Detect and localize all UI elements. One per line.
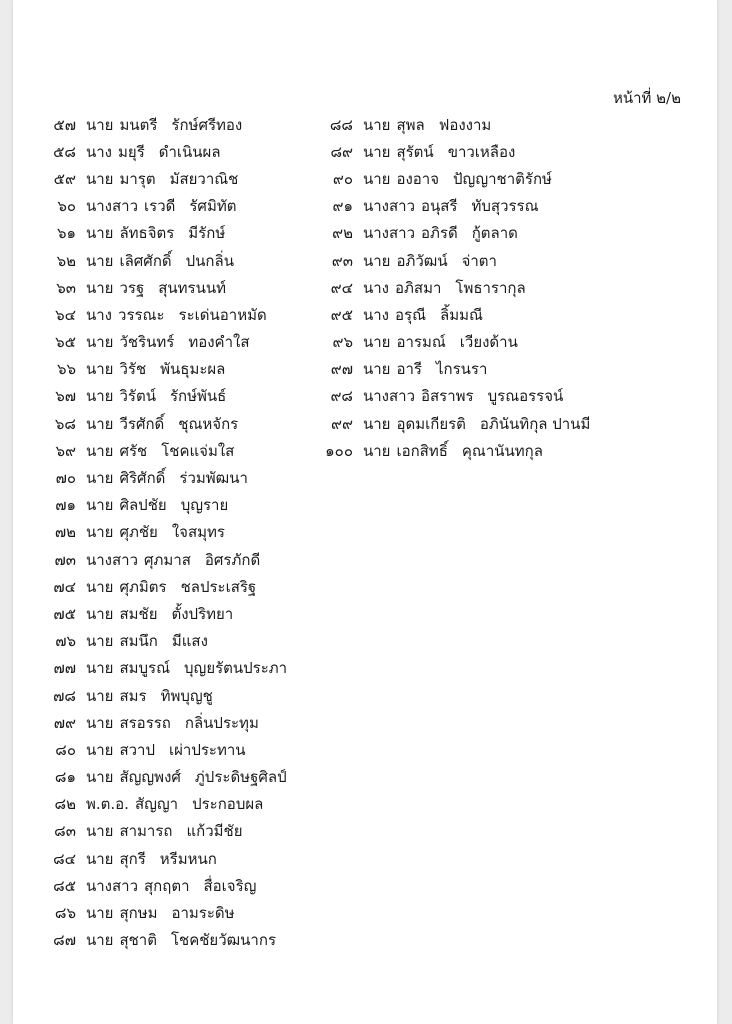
last-name: มีแสง	[171, 632, 208, 651]
last-name: ชุณหจักร	[178, 414, 239, 433]
entry-number: ๙๒	[332, 224, 353, 243]
name-title: นาย	[86, 822, 114, 841]
entry-number: ๙๓	[331, 251, 353, 270]
entry-number: ๗๕	[53, 604, 76, 623]
name-title: นาย	[86, 577, 114, 596]
first-name: วรรณะ	[118, 305, 165, 324]
list-item	[41, 818, 287, 845]
last-name: อภินันทิกุล ปานมี	[479, 414, 591, 433]
first-name: สมนึก	[119, 632, 158, 651]
name-title: นางสาว	[363, 197, 416, 216]
entry-number: ๗๑	[55, 496, 76, 515]
entry-number: ๗๗	[53, 659, 76, 678]
last-name: ดำเนินผล	[158, 142, 221, 161]
last-name: ปนกลิ่น	[185, 251, 234, 270]
last-name: ภู่ประดิษฐศิลป์	[194, 768, 287, 787]
first-name: อารี	[396, 360, 422, 379]
list-item	[41, 519, 287, 546]
entry-number: ๗๘	[53, 686, 76, 705]
list-item	[41, 111, 287, 138]
entry-number: ๙๕	[330, 305, 353, 324]
last-name: กู้ตลาด	[471, 224, 518, 243]
first-name: มนตรี	[119, 115, 158, 134]
list-item	[41, 573, 287, 600]
list-item	[318, 356, 590, 383]
list-item	[41, 709, 287, 736]
first-name: เอกสิทธิ์	[396, 441, 448, 460]
entry-number: ๖๔	[55, 305, 76, 324]
entry-number: ๘๔	[53, 849, 76, 868]
list-item	[318, 437, 590, 464]
last-name: ไกรนรา	[435, 360, 488, 379]
entry-number: ๖๐	[57, 197, 76, 216]
entry-number: ๑๐๐	[325, 441, 353, 460]
list-item	[41, 437, 287, 464]
last-name: บูรณอรรจน์	[487, 387, 564, 406]
last-name: สุนทรนนท์	[158, 278, 226, 297]
first-name: สวาป	[119, 740, 155, 759]
name-title: นาย	[86, 169, 114, 188]
last-name: บุญราย	[180, 496, 229, 515]
name-title: นาย	[86, 632, 114, 651]
first-name: สรอรรถ	[119, 713, 171, 732]
last-name: กลิ่นประทุม	[184, 713, 259, 732]
first-name: สมชัย	[119, 604, 158, 623]
list-item	[41, 845, 287, 872]
name-title: นาง	[363, 305, 390, 324]
first-name: วัชรินทร์	[119, 333, 175, 352]
list-item	[41, 193, 287, 220]
first-name: สมร	[119, 686, 147, 705]
first-name: สัญญพงศ์	[119, 768, 181, 787]
last-name: ฟองงาม	[438, 115, 492, 134]
first-name: สุรัตน์	[396, 142, 434, 161]
first-name: สัญญา	[134, 795, 179, 814]
first-name: สุกฤตา	[144, 876, 190, 895]
name-title: นาย	[86, 441, 114, 460]
entry-number: ๙๗	[330, 360, 353, 379]
list-item	[41, 247, 287, 274]
list-item	[318, 301, 590, 328]
name-title: นาย	[86, 523, 114, 542]
last-name: ระเด่นอาหมัด	[178, 305, 267, 324]
entry-number: ๖๙	[55, 441, 76, 460]
last-name: คุณานันทกุล	[461, 441, 543, 460]
list-item	[41, 274, 287, 301]
first-name: อภิรดี	[421, 224, 458, 243]
entry-number: ๘๕	[53, 876, 76, 895]
entry-number: ๖๓	[56, 278, 76, 297]
name-title: นาย	[86, 686, 114, 705]
list-item	[318, 220, 590, 247]
entry-number: ๗๙	[53, 713, 76, 732]
list-item	[41, 899, 287, 926]
name-title: นาง	[363, 278, 390, 297]
last-name: ประกอบผล	[192, 795, 264, 814]
name-title: นาย	[86, 224, 114, 243]
list-item	[318, 247, 590, 274]
list-item	[318, 329, 590, 356]
name-title: นาย	[86, 904, 114, 923]
first-name: อุดมเกียรติ	[396, 414, 466, 433]
list-item	[318, 193, 590, 220]
first-name: ศุภชัย	[119, 523, 158, 542]
name-title: นาย	[86, 768, 114, 787]
entry-number: ๕๗	[53, 115, 76, 134]
first-name: เลิศศักดิ์	[119, 251, 172, 270]
last-name: อามระดิษ	[171, 904, 235, 923]
entry-number: ๗๔	[53, 577, 76, 596]
entry-number: ๖๘	[54, 414, 76, 433]
last-name: โพธารากุล	[455, 278, 526, 297]
list-item	[41, 791, 287, 818]
list-item	[41, 655, 287, 682]
name-title: นาย	[363, 115, 391, 134]
first-name: อรุณี	[395, 305, 426, 324]
name-title: นาย	[86, 849, 114, 868]
name-title: นาย	[86, 278, 114, 297]
name-title: นาง	[86, 142, 113, 161]
entry-number: ๙๖	[332, 333, 353, 352]
first-name: สุกรี	[119, 849, 146, 868]
list-item	[41, 736, 287, 763]
name-title: นาย	[363, 142, 391, 161]
first-name: สุพล	[396, 115, 425, 134]
list-item	[41, 301, 287, 328]
last-name: สื่อเจริญ	[203, 876, 257, 895]
name-title: นาย	[86, 604, 114, 623]
list-item	[41, 492, 287, 519]
last-name: ตั้งปริทยา	[171, 604, 234, 623]
first-name: ศุภมิตร	[119, 577, 167, 596]
list-item	[41, 546, 287, 573]
list-item	[318, 111, 590, 138]
list-item	[41, 138, 287, 165]
first-name: มยุรี	[118, 142, 145, 161]
name-title: นาย	[86, 387, 114, 406]
last-name: มีรักษ์	[188, 224, 226, 243]
entry-number: ๗๓	[54, 550, 76, 569]
list-item	[41, 410, 287, 437]
entry-number: ๙๙	[331, 414, 353, 433]
list-item	[41, 682, 287, 709]
entry-number: ๖๕	[55, 333, 76, 352]
first-name: อภิสมา	[395, 278, 442, 297]
first-name: เรวดี	[144, 197, 176, 216]
last-name: ใจสมุทร	[171, 523, 225, 542]
entry-number: ๘๙	[330, 142, 353, 161]
entry-number: ๙๑	[332, 197, 353, 216]
first-name: ศุภมาส	[144, 550, 191, 569]
document-page	[13, 0, 717, 1024]
last-name: รักษ์พันธ์	[169, 387, 227, 406]
list-item	[41, 927, 287, 954]
first-name: วรฐ	[119, 278, 145, 297]
first-name: สุชาติ	[119, 931, 157, 950]
name-title: นาย	[86, 360, 114, 379]
last-name: เวียงด้าน	[459, 333, 518, 352]
list-item	[318, 165, 590, 192]
name-title: นางสาว	[363, 387, 416, 406]
first-name: สุกษม	[119, 904, 158, 923]
entry-number: ๗๖	[55, 632, 76, 651]
name-list-left	[41, 111, 287, 954]
list-item	[41, 764, 287, 791]
name-title: นาย	[86, 496, 114, 515]
name-title: นาย	[86, 713, 114, 732]
list-item	[318, 138, 590, 165]
last-name: ชลประเสริฐ	[180, 577, 257, 596]
first-name: ศิลปชัย	[119, 496, 167, 515]
last-name: ทองคำใส	[188, 333, 250, 352]
name-title: นาย	[86, 414, 114, 433]
entry-number: ๘๖	[54, 904, 76, 923]
first-name: อภิวัฒน์	[396, 251, 448, 270]
name-title: นาย	[86, 115, 114, 134]
page-number: หน้าที่ ๒/๒	[612, 89, 681, 107]
entry-number: ๙๐	[332, 169, 353, 188]
first-name: ศรัช	[119, 441, 148, 460]
last-name: พันธุมะผล	[160, 360, 226, 379]
list-item	[41, 329, 287, 356]
list-item	[41, 872, 287, 899]
name-title: นาย	[363, 360, 391, 379]
list-item	[318, 410, 590, 437]
entry-number: ๘๑	[54, 768, 76, 787]
last-name: ปัญญาชาติรักษ์	[453, 169, 552, 188]
name-title: นาย	[86, 740, 114, 759]
last-name: บุญยรัตนประภา	[184, 659, 288, 678]
last-name: ทับสุวรรณ	[471, 197, 539, 216]
name-title: นางสาว	[363, 224, 416, 243]
list-item	[41, 628, 287, 655]
last-name: จ่าตา	[461, 251, 497, 270]
last-name: แก้วมีชัย	[186, 822, 243, 841]
entry-number: ๘๗	[53, 931, 76, 950]
name-title: นาย	[363, 414, 391, 433]
name-list-right	[318, 111, 590, 464]
list-item	[41, 383, 287, 410]
last-name: มัสยวาณิช	[169, 169, 239, 188]
first-name: อนุสรี	[421, 197, 458, 216]
list-item	[41, 600, 287, 627]
name-title: นาย	[86, 931, 114, 950]
entry-number: ๕๘	[53, 142, 76, 161]
name-title: นาย	[86, 469, 114, 488]
name-title: นางสาว	[86, 197, 139, 216]
last-name: โชคชัยวัฒนากร	[170, 931, 276, 950]
first-name: วิรัตน์	[119, 387, 156, 406]
first-name: มารุต	[119, 169, 156, 188]
entry-number: ๘๐	[55, 740, 76, 759]
first-name: อารมณ์	[396, 333, 446, 352]
last-name: เผ่าประทาน	[169, 740, 246, 759]
name-title: นาย	[363, 169, 391, 188]
entry-number: ๖๒	[56, 251, 76, 270]
name-title: นาย	[86, 251, 114, 270]
name-title: นาย	[363, 441, 391, 460]
last-name: หรีมหนก	[159, 849, 217, 868]
name-title: นาย	[86, 659, 114, 678]
name-title: นาง	[86, 305, 113, 324]
entry-number: ๖๗	[55, 387, 76, 406]
first-name: ลัทธจิตร	[119, 224, 175, 243]
last-name: โชคแจ่มใส	[161, 441, 235, 460]
entry-number: ๘๘	[329, 115, 353, 134]
list-item	[41, 464, 287, 491]
entry-number: ๘๓	[54, 822, 76, 841]
last-name: ขาวเหลือง	[447, 142, 516, 161]
entry-number: ๗๒	[54, 523, 76, 542]
last-name: ลิ้มมณี	[440, 305, 483, 324]
last-name: ร่วมพัฒนา	[179, 469, 248, 488]
last-name: รัศมิทัต	[189, 197, 237, 216]
first-name: อิสราพร	[421, 387, 474, 406]
entry-number: ๙๘	[330, 387, 353, 406]
entry-number: ๖๖	[56, 360, 76, 379]
last-name: ทิพบุญชู	[160, 686, 213, 705]
list-item	[41, 356, 287, 383]
list-item	[41, 220, 287, 247]
list-item	[318, 383, 590, 410]
name-title: นางสาว	[86, 876, 139, 895]
first-name: วิรัช	[119, 360, 147, 379]
name-title: นาย	[86, 333, 114, 352]
entry-number: ๗๐	[55, 469, 76, 488]
entry-number: ๙๔	[330, 278, 353, 297]
name-title: นาย	[363, 251, 391, 270]
last-name: อิศรภักดี	[204, 550, 261, 569]
list-item	[318, 274, 590, 301]
entry-number: ๕๙	[53, 169, 76, 188]
name-title: นาย	[363, 333, 391, 352]
first-name: องอาจ	[396, 169, 440, 188]
name-title: นางสาว	[86, 550, 139, 569]
last-name: รักษ์ศรีทอง	[171, 115, 243, 134]
entry-number: ๖๑	[56, 224, 76, 243]
list-item	[41, 165, 287, 192]
first-name: สมบูรณ์	[119, 659, 171, 678]
first-name: สามารถ	[119, 822, 173, 841]
entry-number: ๘๒	[54, 795, 76, 814]
first-name: ศิริศักดิ์	[119, 469, 166, 488]
first-name: วีรศักดิ์	[119, 414, 165, 433]
name-title: พ.ต.อ.	[86, 795, 129, 814]
